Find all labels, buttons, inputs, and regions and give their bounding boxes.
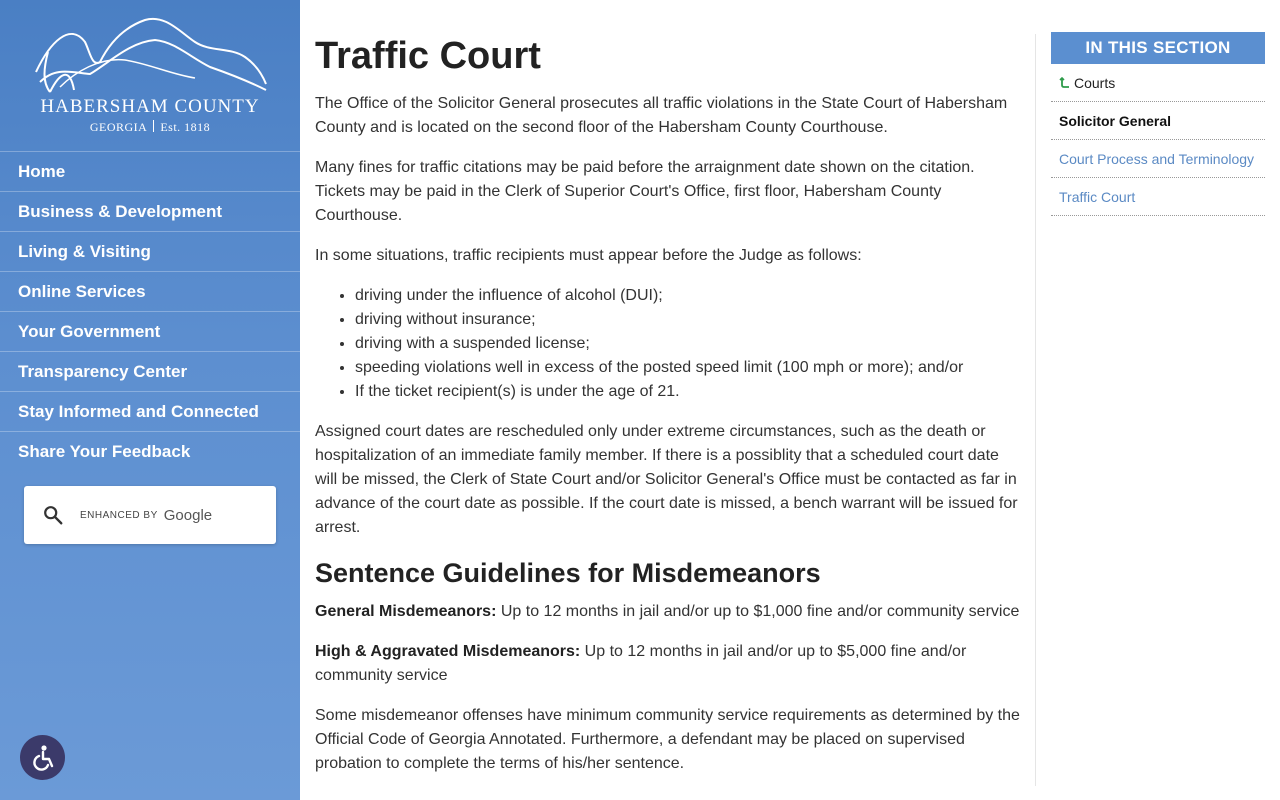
nav-item-transparency-center[interactable]: Transparency Center <box>0 351 300 391</box>
general-misdemeanors-text: Up to 12 months in jail and/or up to $1,000 fine and/or community service <box>496 603 1020 620</box>
google-logo-text: Google <box>163 506 213 524</box>
section-item-courts[interactable] <box>1051 64 1265 102</box>
logo-state: GEORGIA <box>89 120 148 134</box>
section-item-traffic-court[interactable]: Traffic Court <box>1051 178 1265 216</box>
fines-paragraph: Many fines for traffic citations may be paid before the arraignment date shown on the citation. Tickets may be paid in the Clerk of Superior Court's Office, first floor, Habersham County Courthouse. <box>315 159 975 224</box>
section-header: IN THIS SECTION <box>1051 32 1265 64</box>
search-icon[interactable] <box>42 504 64 526</box>
logo-subtitle <box>30 120 270 135</box>
list-item: • If the ticket recipient(s) is under the age of 21. <box>355 380 1025 404</box>
accessibility-icon <box>29 744 57 772</box>
nav-item-share-feedback[interactable]: Share Your Feedback <box>0 431 300 471</box>
section-parent-label: Courts <box>1074 74 1116 91</box>
back-arrow-icon <box>1059 77 1071 89</box>
logo-separator <box>153 120 154 132</box>
list-item: • driving without insurance; <box>355 308 1025 332</box>
nav-item-online-services[interactable]: Online Services <box>0 271 300 311</box>
list-item: • speeding violations well in excess of the posted speed limit (100 mph or more); and/or <box>355 356 1025 380</box>
logo-county-name: HABERSHAM COUNTY <box>40 96 260 117</box>
court-dates-paragraph: Assigned court dates are rescheduled only under extreme circumstances, such as the death or hospitalization of an immediate family member. If there is a possiblity that a scheduled court date will be missed, the Clerk of State Court and/or Solicitor General's Office must be contacted as far in advance of the court date as possible. If the court date is missed, a bench warrant will be issued for arrest. <box>315 423 1018 536</box>
nav-item-home[interactable]: Home <box>0 151 300 191</box>
high-misdemeanors-label: High & Aggravated Misdemeanors: <box>315 643 581 660</box>
section-item-solicitor-general[interactable]: Solicitor General <box>1051 102 1265 140</box>
mountains-logo-icon <box>30 12 270 102</box>
main-content <box>315 34 1025 792</box>
accessibility-button[interactable] <box>20 735 65 780</box>
list-item: • driving under the influence of alcohol (DUI); <box>355 284 1025 308</box>
appear-paragraph: In some situations, traffic recipients must appear before the Judge as follows: <box>315 247 862 264</box>
nav-item-stay-informed[interactable]: Stay Informed and Connected <box>0 391 300 431</box>
content-divider <box>1035 34 1036 786</box>
general-misdemeanors-paragraph <box>315 600 1025 624</box>
list-item: • driving with a suspended license; <box>355 332 1025 356</box>
search-enhanced-by-label: ENHANCED BY <box>80 509 158 521</box>
left-sidebar <box>0 0 300 800</box>
section-navigation <box>1051 32 1265 216</box>
page-title: Traffic Court <box>315 35 541 77</box>
county-logo[interactable] <box>30 12 270 136</box>
intro-paragraph: The Office of the Solicitor General prosecutes all traffic violations in the State Court of Habersham County and is located on the second floor of the Habersham County Courthouse. <box>315 95 1008 136</box>
nav-item-business-development[interactable]: Business & Development <box>0 191 300 231</box>
nav-item-living-visiting[interactable]: Living & Visiting <box>0 231 300 271</box>
general-misdemeanors-label: General Misdemeanors: <box>315 603 497 620</box>
nav-item-your-government[interactable]: Your Government <box>0 311 300 351</box>
high-misdemeanors-text: Up to 12 months in jail and/or up to $5,000 fine and/or community service <box>315 643 967 684</box>
appear-list <box>355 284 1025 404</box>
high-misdemeanors-paragraph <box>315 640 1025 688</box>
section-item-court-process[interactable]: Court Process and Terminology <box>1051 140 1265 178</box>
search-input[interactable] <box>24 486 276 544</box>
main-navigation <box>0 151 300 471</box>
community-service-paragraph: Some misdemeanor offenses have minimum community service requirements as determined by the Official Code of Georgia Annotated. Furthermore, a defendant may be placed on supervised probation to complete the terms of his/her sentence. <box>315 707 1020 772</box>
logo-established: Est. 1818 <box>160 120 211 134</box>
sentence-guidelines-heading: Sentence Guidelines for Misdemeanors <box>315 558 821 588</box>
